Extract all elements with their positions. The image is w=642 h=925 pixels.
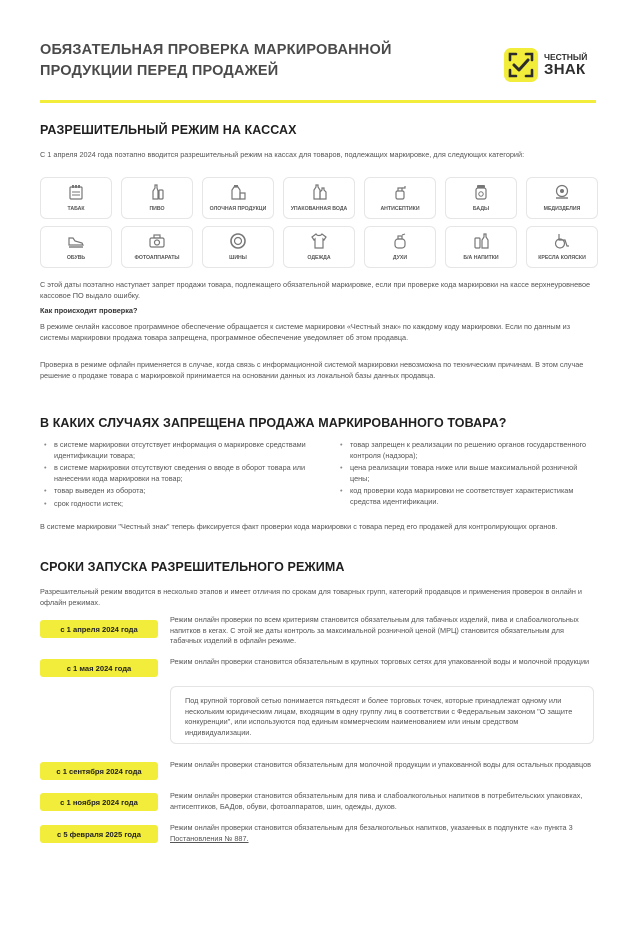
prohibition-list xyxy=(44,440,596,511)
stage-date-badge: с 5 февраля 2025 года xyxy=(40,825,158,843)
section1-paragraph-3: Проверка в режиме офлайн применяется в случае, когда связь с информационной системой маркировки невозможна по техническим причинам. В этом случае решение о продаже товара с маркировкой принимается на основании данных из локальной базы данных продавца. xyxy=(40,360,584,380)
logo-text-small: ЧЕСТНЫЙ xyxy=(544,52,588,63)
document-title xyxy=(40,40,440,82)
category-tile-wheelchairs xyxy=(526,226,598,268)
prohibition-list-left xyxy=(44,440,340,511)
category-label: Б/А НАПИТКИ xyxy=(463,255,499,261)
section3-heading: СРОКИ ЗАПУСКА РАЗРЕШИТЕЛЬНОГО РЕЖИМА xyxy=(40,560,345,574)
water-bottle-icon xyxy=(311,184,327,200)
category-label: АНТИСЕПТИКИ xyxy=(380,206,420,212)
category-grid xyxy=(40,177,596,268)
category-tile-cameras xyxy=(121,226,193,268)
category-label: ПИВО xyxy=(149,206,165,212)
category-tile-antiseptic xyxy=(364,177,436,219)
section1-heading: РАЗРЕШИТЕЛЬНЫЙ РЕЖИМ НА КАССАХ xyxy=(40,123,297,137)
section1-paragraph-2: В режиме онлайн кассовое программное обеспечение обращается к системе маркировки «Честный знак» по каждому коду маркировки. Если по данным из системы маркировки продажа товара запрещена, программное обеспечение уведомляет об этом продавца. xyxy=(40,322,571,342)
decree-887-link[interactable]: Постановления № 887. xyxy=(170,833,249,843)
list-item: • в системе маркировки отсутствует информация о маркировке средствами идентификации товара; xyxy=(44,440,340,461)
document-header xyxy=(40,40,600,100)
category-label: ОЛОЧНАЯ ПРОДУКЦИ xyxy=(209,206,267,212)
logo-check-icon xyxy=(504,48,538,82)
shirt-icon xyxy=(311,233,327,249)
section2-footer: В системе маркировки "Честный знак" теперь фиксируется факт проверки кода маркировки с товара перед его продажей для контролирующих органов. xyxy=(40,522,558,531)
spray-bottle-icon xyxy=(392,184,408,200)
list-item: • срок годности истек; xyxy=(44,499,340,510)
list-item: • товар запрещен к реализации по решению органов государственного контроля (надзора); xyxy=(340,440,596,461)
category-label: ОДЕЖДА xyxy=(307,255,331,261)
category-label: ШИНЫ xyxy=(229,255,247,261)
category-label: ОБУВЬ xyxy=(66,255,86,261)
camera-icon xyxy=(149,233,165,249)
category-tile-tires xyxy=(202,226,274,268)
soft-drinks-icon xyxy=(473,233,489,249)
wheelchair-icon xyxy=(554,233,570,249)
category-tile-clothes xyxy=(283,226,355,268)
stage-date-badge: с 1 ноября 2024 года xyxy=(40,793,158,811)
list-item: • код проверки кода маркировки не соответствует характеристикам средства идентификации. xyxy=(340,486,596,507)
section3-intro: Разрешительный режим вводится в несколько этапов и имеет отличия по срокам для товарных групп, категорий продавцов и применения проверок в онлайн и офлайн режимах. xyxy=(40,587,582,607)
medical-device-icon xyxy=(554,184,570,200)
tire-icon xyxy=(230,233,246,249)
header-divider xyxy=(40,100,596,103)
list-item: • в системе маркировки отсутствуют сведения о вводе в оборот товара или нанесении кода маркировки на товар; xyxy=(44,463,340,484)
stage-date-badge: с 1 апреля 2024 года xyxy=(40,620,158,638)
stage-description: Режим онлайн проверки становится обязательным для пива и слабоалкогольных напитков в потребительских упаковках, антисептиков, БАДов, обуви, фотоаппаратов, шин, одежды, духов. xyxy=(170,791,583,811)
category-label: ФОТОАППАРАТЫ xyxy=(134,255,180,261)
prohibition-list-right xyxy=(340,440,596,511)
stage-date-badge: с 1 сентября 2024 года xyxy=(40,762,158,780)
category-tile-perfume xyxy=(364,226,436,268)
category-label: ТАБАК xyxy=(67,206,85,212)
section1-intro: С 1 апреля 2024 года поэтапно вводится разрешительный режим на кассах для товаров, подлежащих маркировке, для следующих категорий: xyxy=(40,150,525,159)
category-label: ДУХИ xyxy=(392,255,408,261)
logo-wordmark xyxy=(544,53,587,77)
section2-heading: В КАКИХ СЛУЧАЯХ ЗАПРЕЩЕНА ПРОДАЖА МАРКИРОВАННОГО ТОВАРА? xyxy=(40,416,507,430)
stage-description: Режим онлайн проверки становится обязательным в крупных торговых сетях для упакованной воды и молочной продукции xyxy=(170,657,590,666)
cigarette-pack-icon xyxy=(68,184,84,200)
category-label: КРЕСЛА КОЛЯСКИ xyxy=(538,255,586,261)
category-tile-beer xyxy=(121,177,193,219)
category-tile-tobacco xyxy=(40,177,112,219)
title-line-2: ПРОДУКЦИИ ПЕРЕД ПРОДАЖЕЙ xyxy=(40,63,279,79)
stage-description-text: Режим онлайн проверки становится обязательным для безалкогольных напитков, указанных в подпункте «а» пункта 3 xyxy=(170,823,573,832)
section1-paragraph-1: С этой даты поэтапно наступает запрет продажи товара, подлежащего обязательной маркировке, если при проверке кода маркировки на кассе верхнеуровневое кассовое ПО выдало ошибку. xyxy=(40,280,591,300)
category-tile-water xyxy=(283,177,355,219)
category-label: БАДЫ xyxy=(472,206,490,212)
beer-bottle-icon xyxy=(149,184,165,200)
large-chain-note: Под крупной торговой сетью понимается пятьдесят и более торговых точек, которые принадлежат одному или нескольким юридическим лицам, входящим в одну группу лиц в соответствии с Федеральным законом "О защите конкуренции", или используются под единым коммерческим наименованием или иным средством индивидуализации. xyxy=(170,686,594,744)
category-tile-milk xyxy=(202,177,274,219)
logo-text-big: ЗНАК xyxy=(544,60,586,78)
stage-date-badge: с 1 мая 2024 года xyxy=(40,659,158,677)
stage-description xyxy=(170,823,596,844)
stage-description: Режим онлайн проверки становится обязательным для молочной продукции и упакованной воды для остальных продавцов xyxy=(170,760,592,769)
stage-description: Режим онлайн проверки по всем критериям становится обязательным для табачных изделий, пива и слабоалкогольных напитков в кегах. С этой же даты контроль за максимальной розничной ценой (МРЦ) становится обязательным для табачных изделий в офлайн режиме. xyxy=(170,615,579,645)
category-tile-soft-drinks xyxy=(445,226,517,268)
milk-products-icon xyxy=(230,184,246,200)
perfume-icon xyxy=(392,233,408,249)
title-line-1: ОБЯЗАТЕЛЬНАЯ ПРОВЕРКА МАРКИРОВАННОЙ xyxy=(40,42,392,58)
supplements-icon xyxy=(473,184,489,200)
shoe-icon xyxy=(68,233,84,249)
list-item: • цена реализации товара ниже или выше максимальной розничной цены; xyxy=(340,463,596,484)
section1-subheading: Как происходит проверка? xyxy=(40,306,138,315)
category-tile-shoes xyxy=(40,226,112,268)
category-tile-supplements xyxy=(445,177,517,219)
category-label: УПАКОВАННАЯ ВОДА xyxy=(290,206,348,212)
chestny-znak-logo xyxy=(504,45,600,85)
category-tile-medical xyxy=(526,177,598,219)
list-item: • товар выведен из оборота; xyxy=(44,486,340,497)
category-label: МЕДИЗДЕЛИЯ xyxy=(543,206,581,212)
